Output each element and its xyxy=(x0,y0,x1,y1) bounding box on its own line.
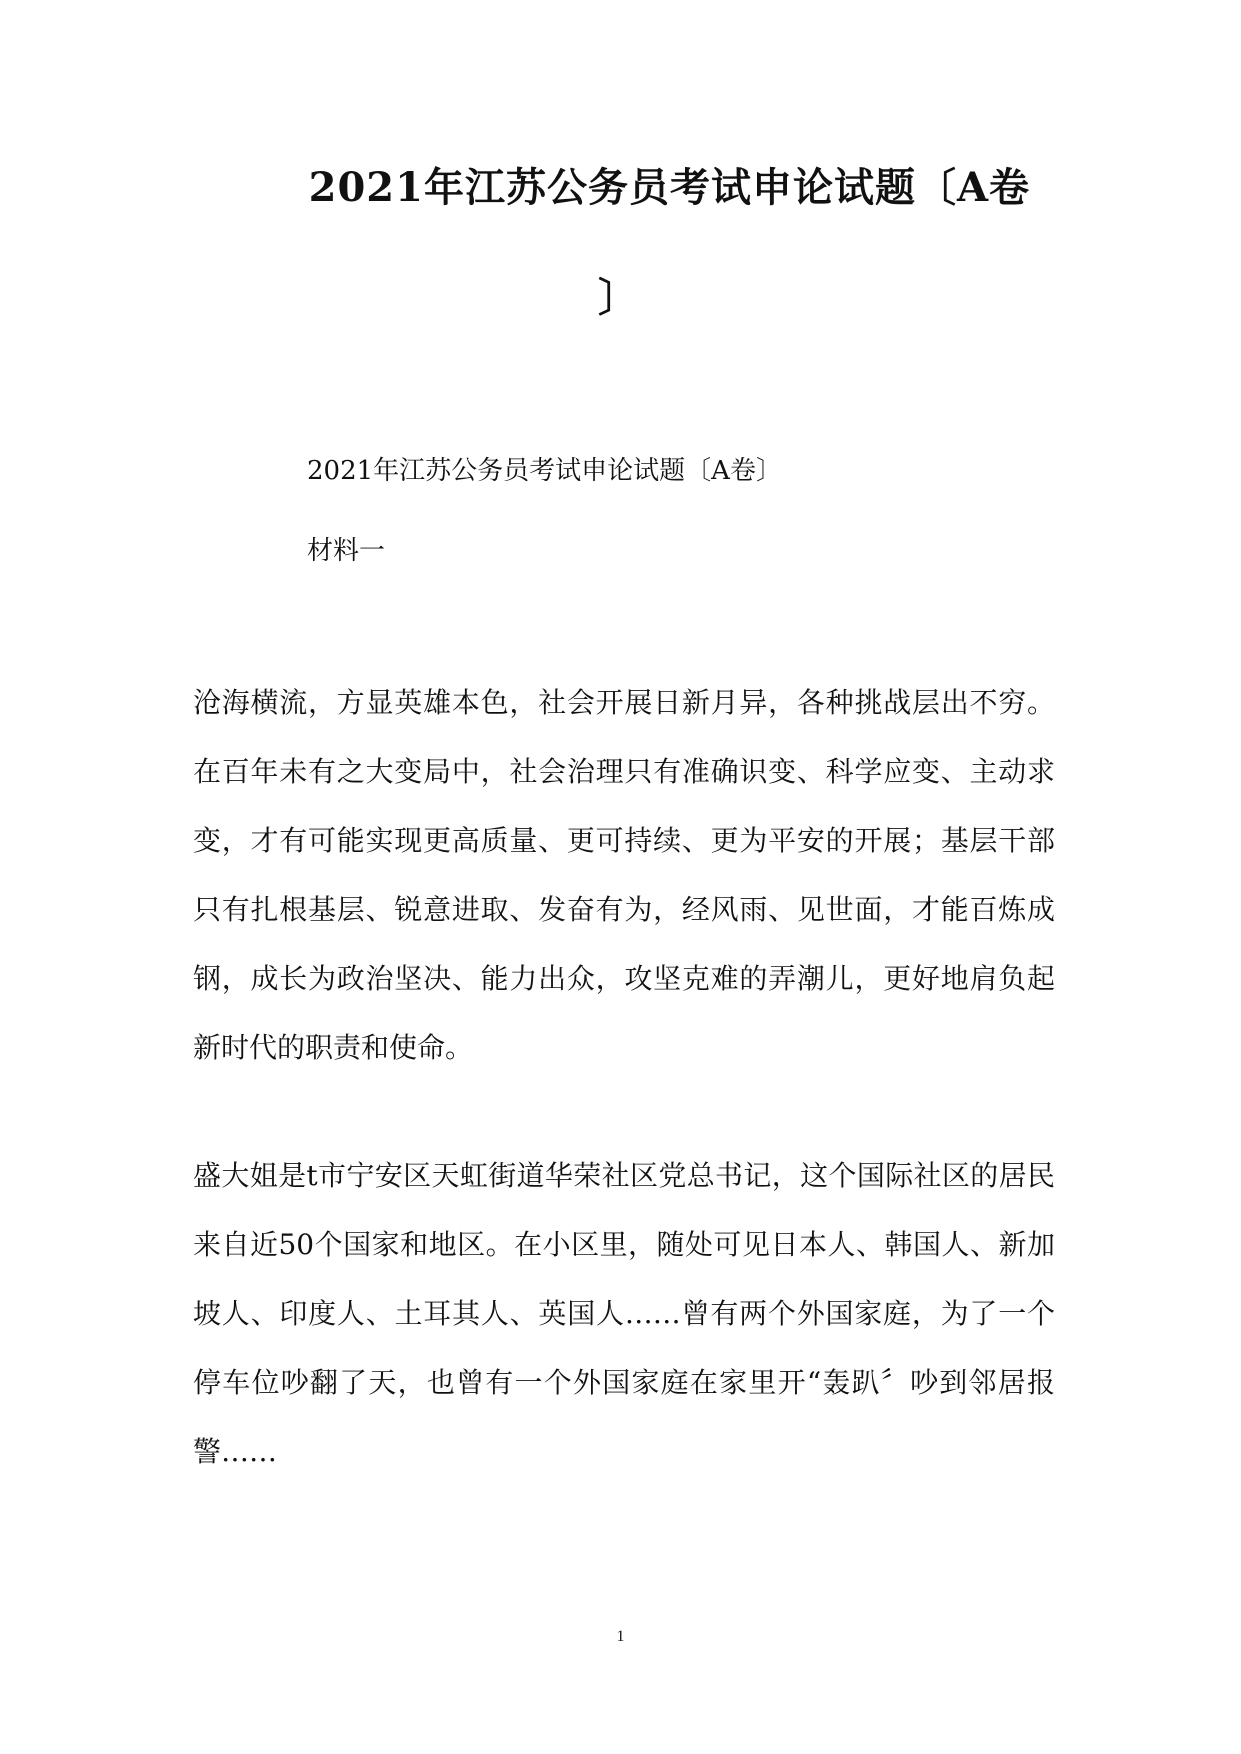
document-title-continuation: 〕 xyxy=(598,274,639,321)
body-paragraph: 沧海横流，方显英雄本色，社会开展日新月异，各种挑战层出不穷。在百年未有之大变局中，社会治理只有准确识变、科学应变、主动求变，才有可能实现更高质量、更可持续、更为平安的开展；基层干部只有扎根基层、锐意进取、发奋有为，经风雨、见世面，才能百炼成钢，成长为政治坚决、能力出众，攻坚克难的弄潮儿，更好地肩负起新时代的职责和使命。 xyxy=(193,686,1055,1064)
document-subtitle: 2021年江苏公务员考试申论试题〔A卷〕 xyxy=(307,456,782,486)
material-label: 材料一 xyxy=(307,536,386,566)
page-number: 1 xyxy=(616,1628,625,1645)
document-title: 2021年江苏公务员考试申论试题〔A卷 xyxy=(308,164,1030,211)
body-paragraph: 盛大姐是t市宁安区天虹街道华荣社区党总书记，这个国际社区的居民来自近50个国家和地区。在小区里，随处可见日本人、韩国人、新加坡人、印度人、土耳其人、英国人……曾有两个外国家庭，为了一个停车位吵翻了天，也曾有一个外国家庭在家里开“轰趴〞吵到邻居报警…… xyxy=(193,1159,1055,1468)
